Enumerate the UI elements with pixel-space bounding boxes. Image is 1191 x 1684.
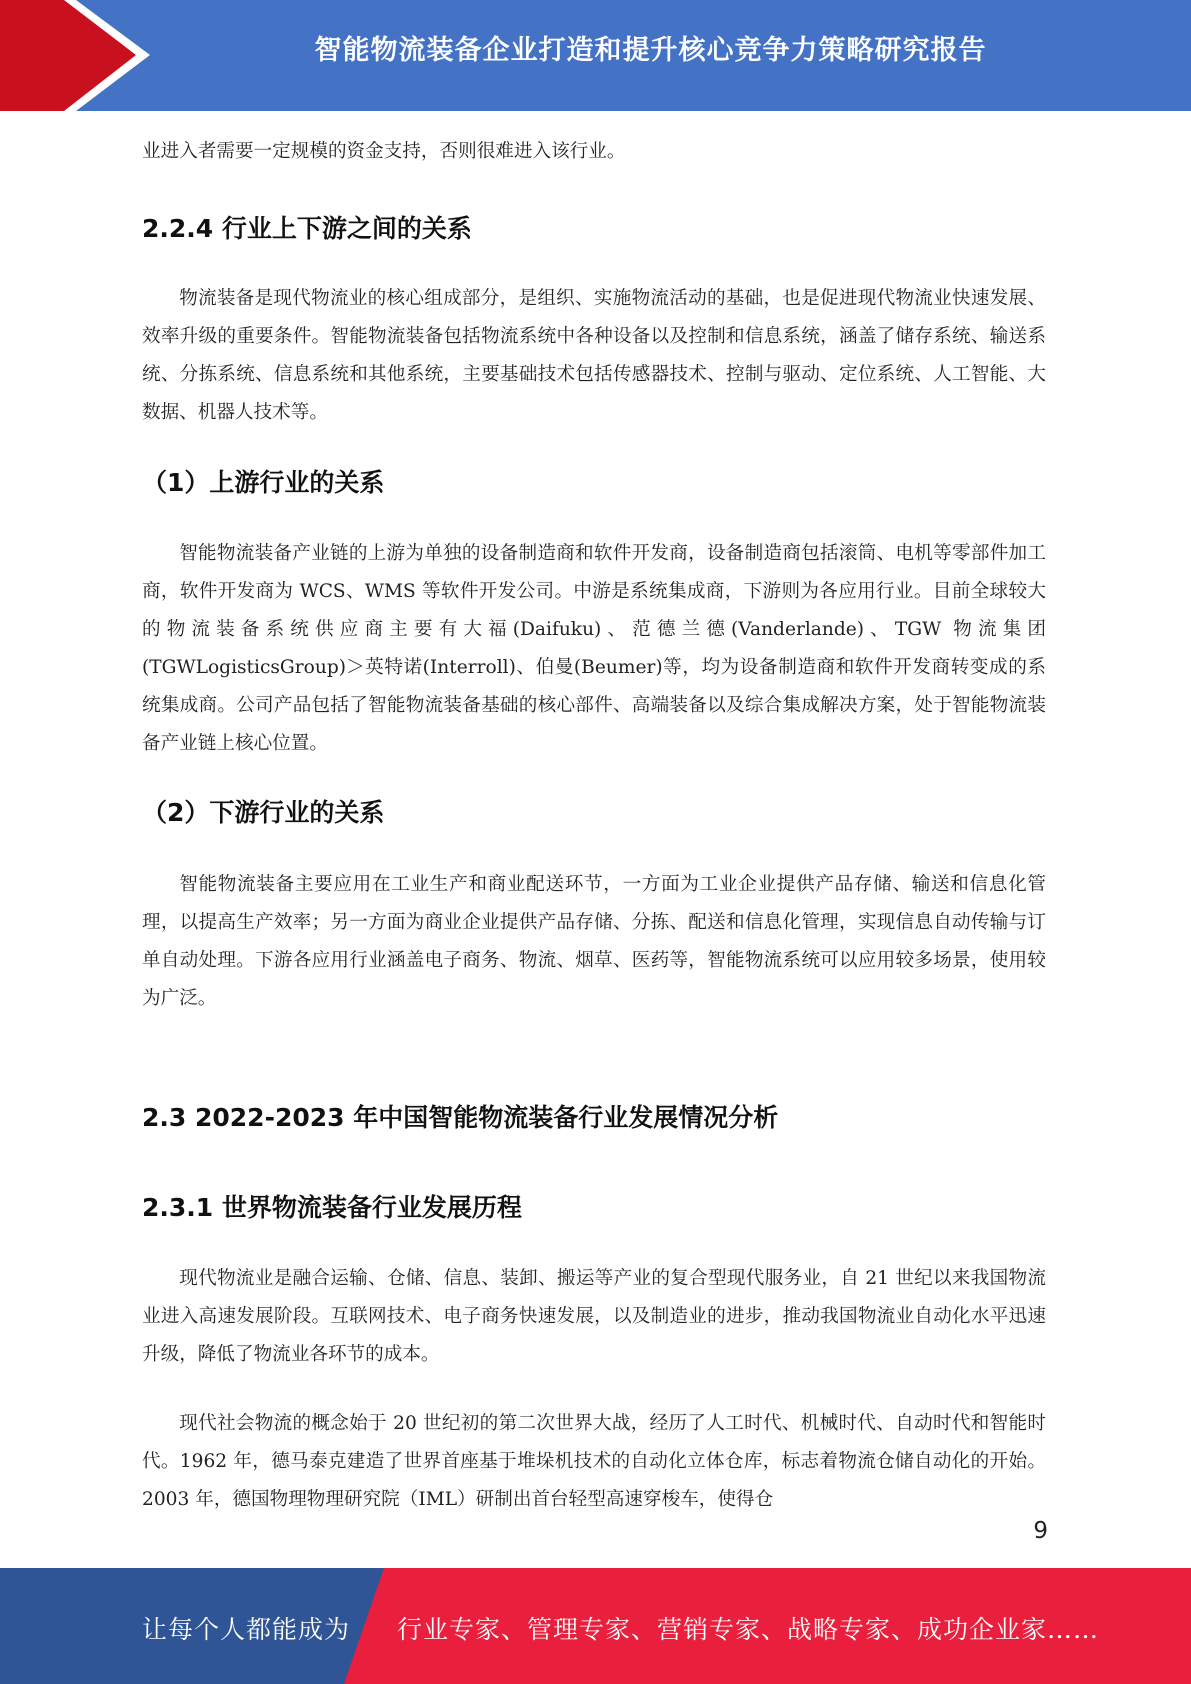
document-title: 智能物流装备企业打造和提升核心竞争力策略研究报告: [314, 35, 987, 66]
page-header: [0, 0, 1191, 111]
section-heading-2-2-4: 2.2.4 行业上下游之间的关系: [142, 214, 472, 243]
section-heading-2-3: 2.3 2022-2023 年中国智能物流装备行业发展情况分析: [142, 1103, 779, 1132]
paragraph-modern-logistics: 现代物流业是融合运输、仓储、信息、装卸、搬运等产业的复合型现代服务业，自 21 世纪以来我国物流业进入高速发展阶段。互联网技术、电子商务快速发展，以及制造业的进步，推动我国物流业自动化水平迅速升级，降低了物流业各环节的成本。: [142, 1268, 1046, 1365]
page-number: 9: [1033, 1518, 1048, 1544]
paragraph-downstream: 智能物流装备主要应用在工业生产和商业配送环节，一方面为工业企业提供产品存储、输送和信息化管理，以提高生产效率；另一方面为商业企业提供产品存储、分拣、配送和信息化管理，实现信息自动传输与订单自动处理。下游各应用行业涵盖电子商务、物流、烟草、医药等，智能物流系统可以应用较多场景，使用较为广泛。: [142, 874, 1046, 1009]
footer-slogan-right: 行业专家、管理专家、营销专家、战略专家、成功企业家……: [397, 1615, 1100, 1644]
footer-slogan-left: 让每个人都能成为: [142, 1615, 351, 1644]
subheading-upstream: （1）上游行业的关系: [142, 468, 385, 497]
section-heading-2-3-1: 2.3.1 世界物流装备行业发展历程: [142, 1193, 522, 1222]
paragraph-industry-relations: 物流装备是现代物流业的核心组成部分，是组织、实施物流活动的基础，也是促进现代物流业快速发展、效率升级的重要条件。智能物流装备包括物流系统中各种设备以及控制和信息系统，涵盖了储存系统、输送系统、分拣系统、信息系统和其他系统，主要基础技术包括传感器技术、控制与驱动、定位系统、人工智能、大数据、机器人技术等。: [142, 288, 1046, 423]
paragraph-upstream: 智能物流装备产业链的上游为单独的设备制造商和软件开发商，设备制造商包括滚筒、电机等零部件加工商，软件开发商为 WCS、WMS 等软件开发公司。中游是系统集成商，下游则为各应用行业。目前全球较大的物流装备系统供应商主要有大福(Daifuku)、范德兰德(Vanderlande)、TGW 物流集团(TGWLogisticsGroup)＞英特诺(Interroll)、伯曼(Beumer)等，均为设备制造商和软件开发商转变成的系统集成商。公司产品包括了智能物流装备基础的核心部件、高端装备以及综合集成解决方案，处于智能物流装备产业链上核心位置。: [142, 543, 1046, 754]
page-footer: [0, 1568, 1191, 1684]
paragraph-intro: 业进入者需要一定规模的资金支持，否则很难进入该行业。: [142, 141, 626, 162]
paragraph-logistics-history: 现代社会物流的概念始于 20 世纪初的第二次世界大战，经历了人工时代、机械时代、自动时代和智能时代。1962 年，德马泰克建造了世界首座基于堆垛机技术的自动化立体仓库，标志着物流仓储自动化的开始。2003 年，德国物理物理研究院（IML）研制出首台轻型高速穿梭车，使得仓: [142, 1413, 1046, 1510]
subheading-downstream: （2）下游行业的关系: [142, 798, 385, 827]
